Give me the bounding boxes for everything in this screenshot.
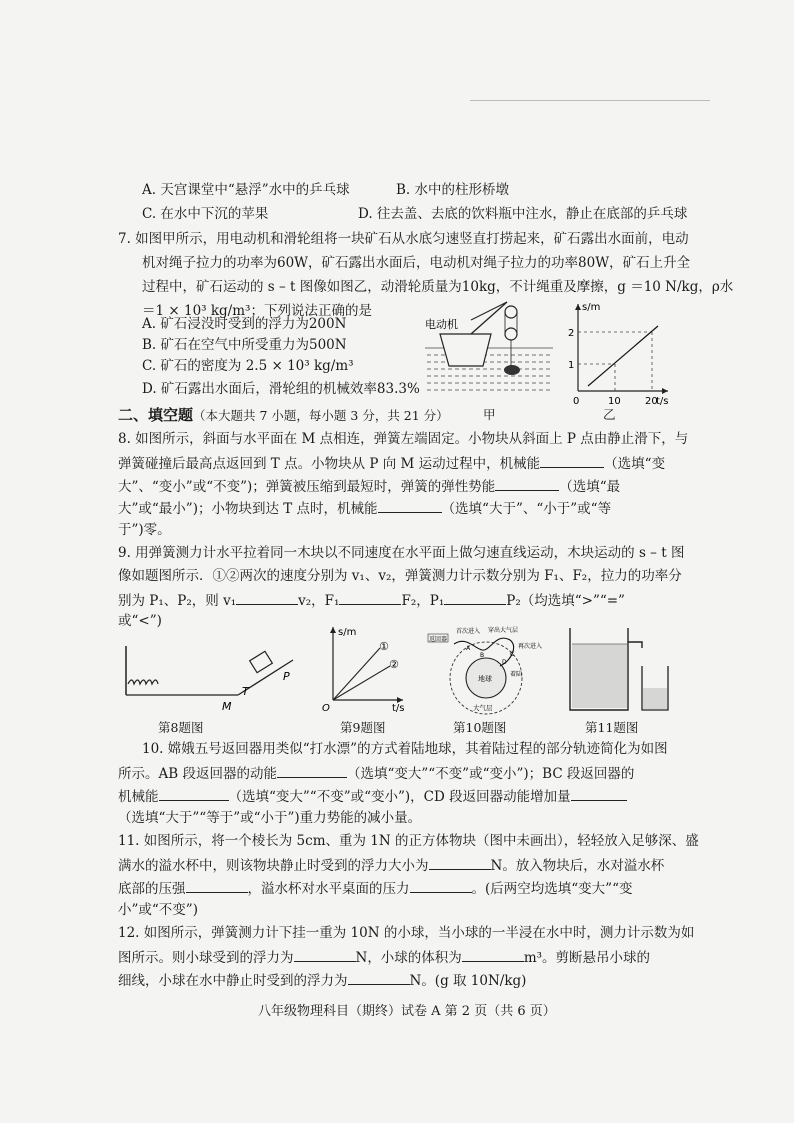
q10-line1: 10. 嫦娥五号返回器用类似“打水漂”的方式着陆地球，其着陆过程的部分轨迹简化为如图 (142, 741, 668, 757)
figure-9 (318, 622, 408, 712)
section-title: 二、填空题 (118, 406, 194, 424)
q7-line3: 过程中，矿石运动的 s – t 图像如图乙，动滑轮质量为10kg，不计绳重及摩擦，g ＝10 N/kg，ρ水 (142, 279, 734, 295)
ore (504, 365, 520, 375)
top-rule (470, 100, 710, 101)
q9-line1: 9. 用弹簧测力计水平拉着同一木块以不同速度在水平面上做匀速直线运动，木块运动的 s – t 图 (118, 545, 685, 561)
water-hatch (425, 348, 553, 390)
boom (471, 302, 507, 334)
line-1 (333, 648, 380, 700)
label-P: P (283, 670, 290, 683)
fixed-pulley (505, 306, 517, 318)
q11-blank-1[interactable] (429, 855, 491, 870)
q7-line1: 7. 如图甲所示，用电动机和滑轮组将一块矿石从水底匀速竖直打捞起来，矿石露出水面前，电动 (118, 231, 689, 247)
q7-option-c: C. 矿石的密度为 2.5 × 10³ kg/m³ (142, 358, 354, 374)
q9-line3: 别为 P₁、P₂，则 v₁ v₂，F₁ F₂，P₁ P₂（均选填“>”“=” (118, 590, 625, 610)
q9-line2: 像如题图所示．①②两次的速度分别为 v₁、v₂，弹簧测力计示数分别为 F₁、F₂，拉力的功率分 (118, 568, 682, 584)
q8-blank-1[interactable] (540, 453, 604, 468)
q12-blank-3[interactable] (348, 970, 410, 985)
q11-blank-3[interactable] (410, 878, 472, 893)
graph-ylabel: s/m (582, 302, 601, 313)
q10-line2: 所示。AB 段返回器的动能 （选填“变大”“不变”或“变小”)；BC 段返回器的 (118, 763, 634, 783)
label-exit: 穿出大气层 (488, 627, 519, 634)
q10-blank-1[interactable] (277, 763, 347, 778)
figure-10 (426, 626, 546, 716)
q6-option-b: B. 水中的柱形桥墩 (396, 182, 510, 198)
st-line (588, 326, 658, 386)
label-landing: 着陆 (510, 671, 523, 678)
q6-option-c: C. 在水中下沉的苹果 (142, 206, 269, 222)
fig9-ylabel: s/m (338, 627, 357, 638)
caption-fig10: 第10题图 (453, 720, 507, 735)
q9-line4: 或“<”) (118, 613, 162, 629)
q7-option-b: B. 矿石在空气中所受重力为500N (142, 337, 347, 353)
q8-line2: 弹簧碰撞后最高点返回到 T 点。小物块从 P 向 M 运动过程中，机械能 （选填“变 (118, 453, 665, 473)
q7-figure-jia (425, 298, 555, 402)
q10-blank-2[interactable] (159, 786, 229, 801)
fig9-origin: O (322, 703, 330, 712)
label-earth: 地球 (478, 675, 492, 683)
y-tick-1: 1 (568, 360, 575, 371)
q10-line4: （选填“大于”“等于”或“小于”)重力势能的减小量。 (118, 810, 422, 826)
label-second-entry: 再次进入 (518, 643, 543, 650)
block (250, 651, 273, 672)
q6-option-d: D. 往去盖、去底的饮料瓶中注水，静止在底部的乒乓球 (358, 206, 688, 222)
q7-option-a: A. 矿石浸没时受到的浮力为200N (142, 316, 347, 332)
fig9-xlabel: t/s (392, 703, 405, 712)
fig-jia-label: 甲 (483, 407, 496, 422)
line-2 (333, 666, 390, 700)
label-M: M (222, 700, 232, 713)
beaker-water (643, 688, 667, 709)
q11-line3: 底部的压强 ，溢水杯对水平桌面的压力 。(后两空均选填“变大”“变 (118, 878, 632, 898)
point-a: A (466, 645, 471, 652)
q9-blank-3[interactable] (444, 590, 506, 605)
q8-blank-2[interactable] (495, 476, 559, 491)
x-tick-20: 20 (645, 396, 658, 407)
section-note: （本大题共 7 小题，每小题 3 分，共 21 分） (193, 408, 449, 423)
q12-line1: 12. 如图所示，弹簧测力计下挂一重为 10N 的小球，当小球的一半浸在水中时，测力计示数为如 (118, 925, 695, 941)
q9-blank-2[interactable] (339, 590, 401, 605)
x-tick-10: 10 (608, 396, 621, 407)
caption-fig9: 第9题图 (340, 720, 386, 735)
q10-blank-3[interactable] (571, 786, 627, 801)
boat (440, 334, 491, 366)
q8-blank-3[interactable] (378, 498, 442, 513)
fig-yi-label: 乙 (603, 407, 616, 422)
label-atmosphere: 大气层 (473, 704, 493, 712)
series-2-label: ② (389, 658, 399, 671)
q12-blank-1[interactable] (294, 947, 356, 962)
q11-line1: 11. 如图所示，将一个棱长为 5cm、重为 1N 的正方体物块（图中未画出），轻轻放入足够深、盛 (118, 833, 699, 849)
label-return: 返回器 (429, 636, 448, 643)
q8-line4: 大”或“最小”)；小物块到达 T 点时，机械能 （选填“大于”、“小于”或“等 (118, 498, 611, 518)
label-T: T (242, 685, 249, 698)
caption-fig11: 第11题图 (585, 720, 639, 735)
q12-line3: 细线，小球在水中静止时受到的浮力为 N。(g 取 10N/kg) (118, 970, 526, 990)
q7-line4: ＝1 × 10³ kg/m³；下列说法正确的是 (142, 303, 372, 319)
q7-line2: 机对绳子拉力的功率为60W，矿石露出水面后，电动机对绳子拉力的功率80W，矿石上升全 (142, 255, 691, 271)
q11-line2: 满水的溢水杯中，则该物块静止时受到的浮力大小为 N。放入物块后，水对溢水杯 (118, 855, 664, 875)
movable-pulley (505, 328, 517, 340)
q12-line2: 图所示。则小球受到的浮力为 N，小球的体积为 m³。剪断悬吊小球的 (118, 947, 650, 967)
spring (128, 680, 158, 684)
section-fill-in (118, 404, 449, 425)
series-1-label: ① (379, 640, 389, 653)
page-footer: 八年级物理科目（期终）试卷 A 第 2 页（共 6 页） (258, 1004, 556, 1019)
q12-blank-2[interactable] (462, 947, 524, 962)
figure-11 (564, 626, 676, 716)
x-tick-0: 0 (573, 396, 580, 407)
q9-blank-1[interactable] (236, 590, 298, 605)
q11-line4: 小”或“不变”) (118, 902, 198, 918)
q8-line1: 8. 如图所示，斜面与水平面在 M 点相连，弹簧左端固定。小物块从斜面上 P 点由静止滑下，与 (118, 431, 689, 447)
q6-option-a: A. 天宫课堂中“悬浮”水中的乒乓球 (142, 182, 350, 198)
point-d: D (502, 659, 507, 666)
q8-line5: 于”)零。 (118, 522, 171, 538)
q8-line3: 大”、“变小”或“不变”)；弹簧被压缩到最短时，弹簧的弹性势能 （选填“最 (118, 476, 620, 496)
q11-blank-2[interactable] (186, 878, 248, 893)
cup-water (572, 644, 627, 708)
y-tick-2: 2 (568, 328, 575, 339)
point-b: B (480, 652, 485, 659)
label-first-entry: 首次进入 (456, 628, 481, 635)
motor-label: 电动机 (425, 318, 458, 331)
graph-xlabel: t/s (656, 396, 669, 407)
point-c: C (510, 651, 515, 658)
q7-option-d: D. 矿石露出水面后，滑轮组的机械效率83.3% (142, 381, 420, 397)
q10-line3: 机械能 （选填“变大”“不变”或“变小”)，CD 段返回器动能增加量 (118, 786, 627, 806)
q7-figure-yi (560, 296, 672, 408)
figure-8 (118, 640, 298, 715)
caption-fig8: 第8题图 (158, 720, 204, 735)
